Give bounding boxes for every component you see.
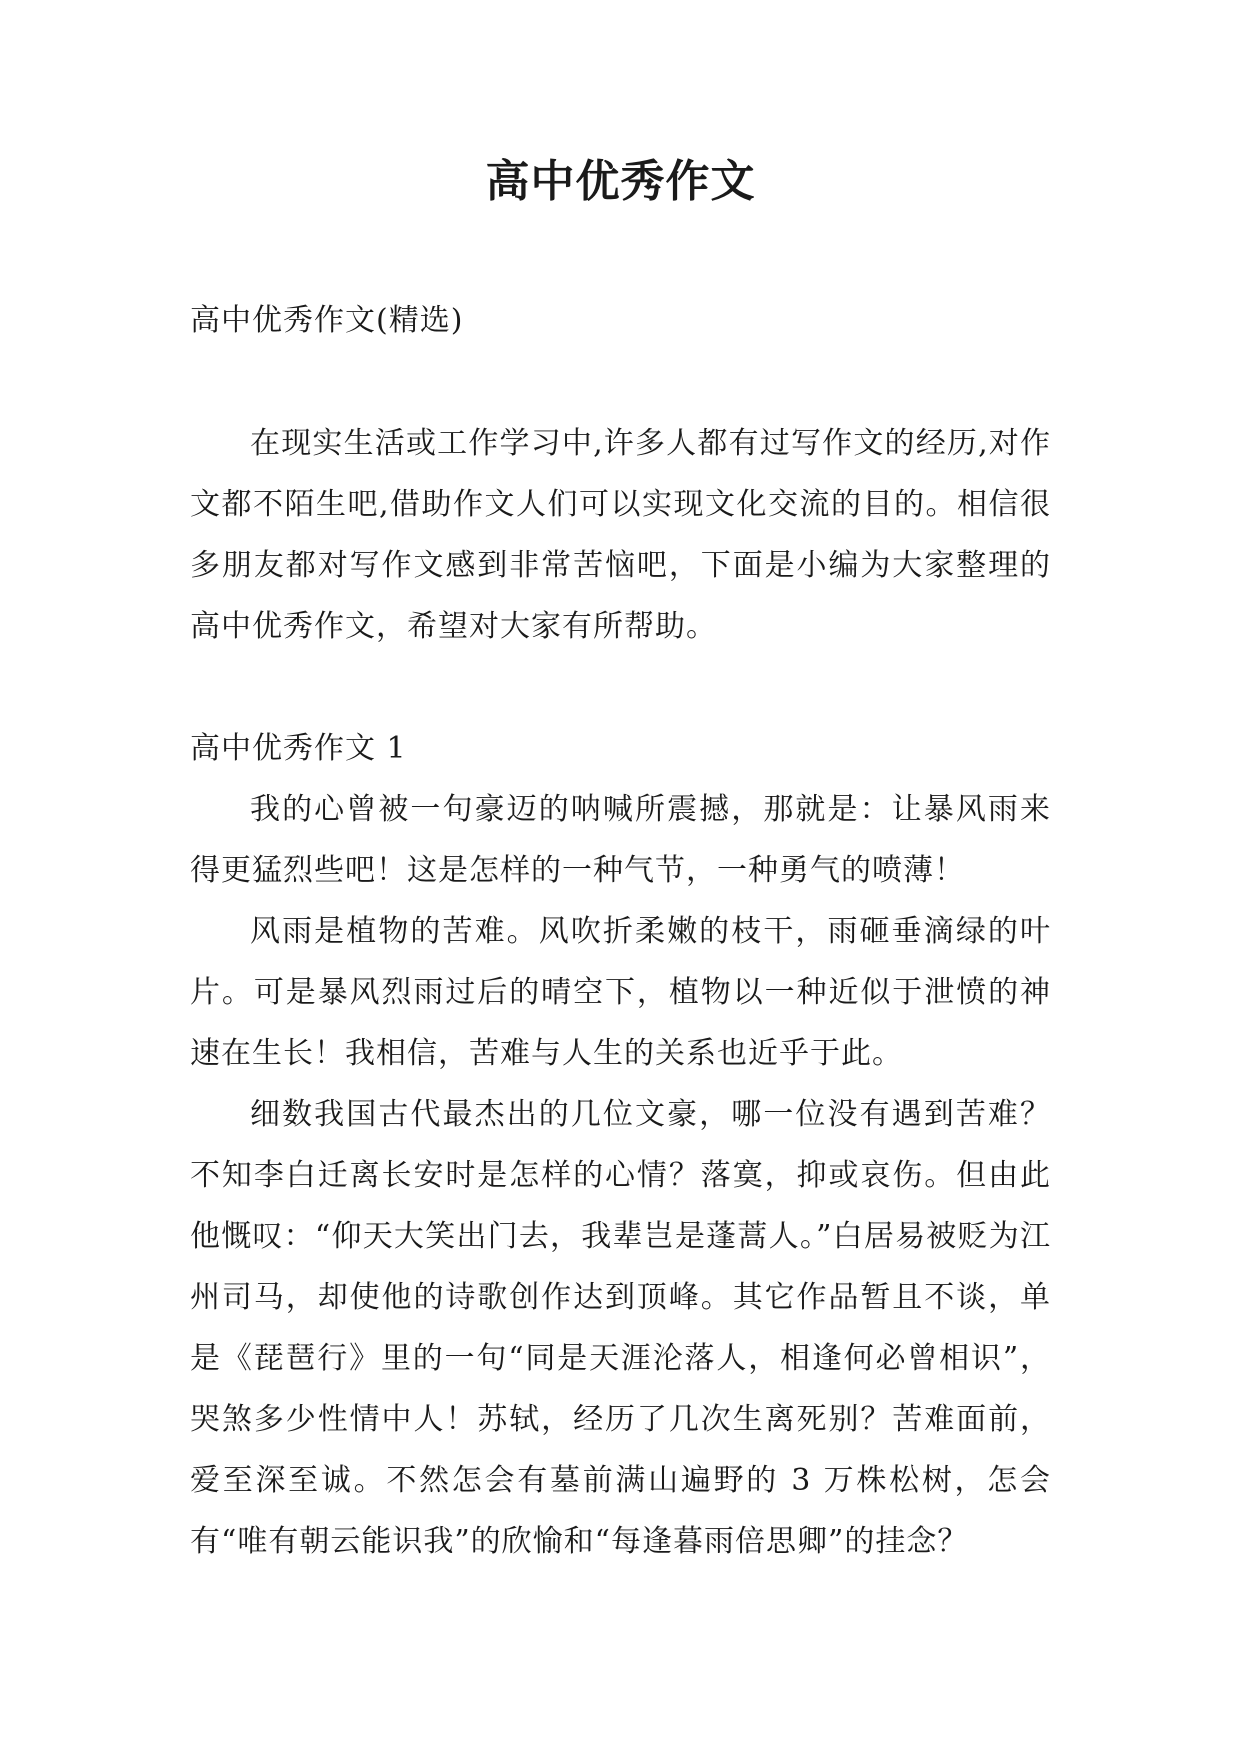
document-subtitle: 高中优秀作文(精选) xyxy=(190,303,464,338)
document-title: 高中优秀作文 xyxy=(485,156,756,207)
intro-paragraph: 在现实生活或工作学习中,许多人都有过写作文的经历,对作文都不陌生吧,借助作文人们可以实现文化交流的目的。相信很多朋友都对写作文感到非常苦恼吧，下面是小编为大家整理的高中优秀作文，希望对大家有所帮助。 xyxy=(190,426,1051,644)
body-paragraph-2: 风雨是植物的苦难。风吹折柔嫩的枝干，雨砸垂滴绿的叶片。可是暴风烈雨过后的晴空下，植物以一种近似于泄愤的神速在生长！我相信，苦难与人生的关系也近乎于此。 xyxy=(190,914,1051,1071)
body-paragraph-1: 我的心曾被一句豪迈的呐喊所震撼，那就是：让暴风雨来得更猛烈些吧！这是怎样的一种气节，一种勇气的喷薄！ xyxy=(190,792,1051,888)
body-paragraph-3: 细数我国古代最杰出的几位文豪，哪一位没有遇到苦难？不知李白迁离长安时是怎样的心情？落寞，抑或哀伤。但由此他慨叹：“仰天大笑出门去，我辈岂是蓬蒿人。”白居易被贬为江州司马，却使他的诗歌创作达到顶峰。其它作品暂且不谈，单是《琵琶行》里的一句“同是天涯沦落人，相逢何必曾相识”，哭煞多少性情中人！苏轼，经历了几次生离死别？苦难面前，爱至深至诚。不然怎会有墓前满山遍野的 3 万株松树，怎会有“唯有朝云能识我”的欣愉和“每逢暮雨倍思卿”的挂念？ xyxy=(190,1097,1051,1559)
section-heading: 高中优秀作文 1 xyxy=(190,731,407,766)
document-body xyxy=(190,290,1051,1572)
